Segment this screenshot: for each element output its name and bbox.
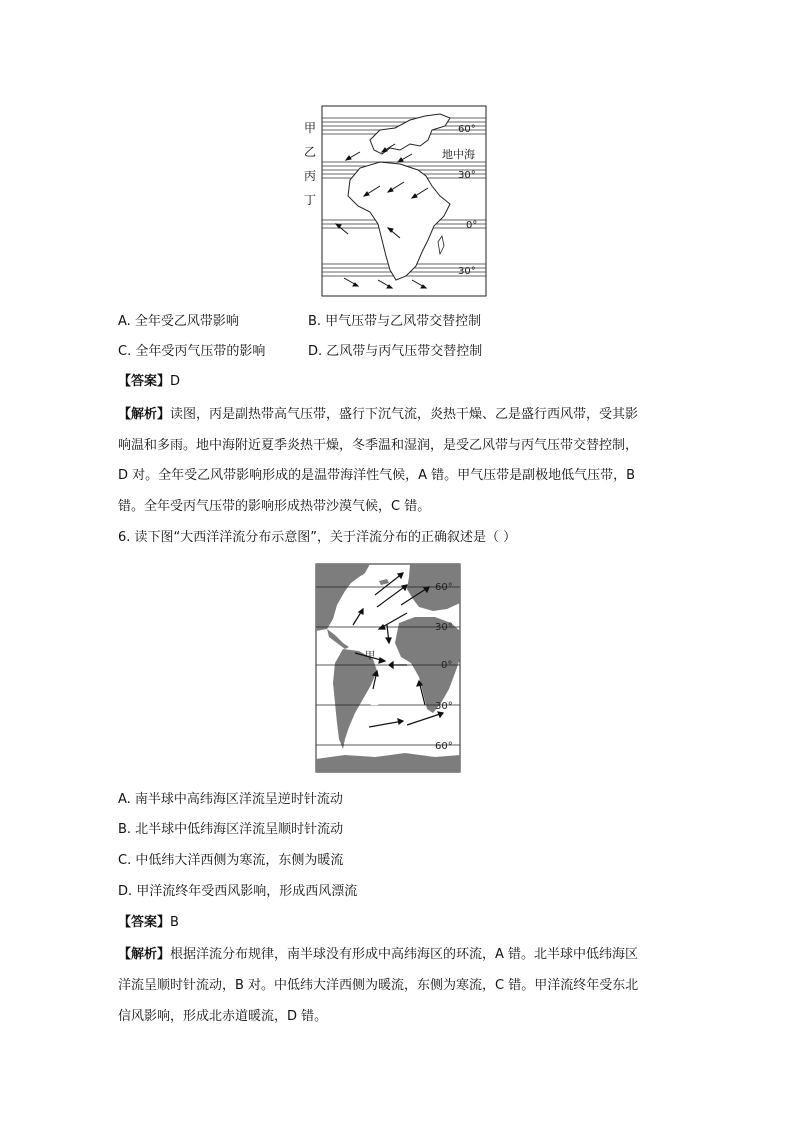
lat-label-30n: 30° [458, 170, 476, 181]
q6-question: 6. 读下图“大西洋洋流分布示意图”，关于洋流分布的正确叙述是（ ） [118, 530, 517, 545]
q5-analysis-label: 【解析】 [118, 407, 171, 422]
lat-label-60n: 60° [435, 582, 453, 593]
africa-wind-belt-map [300, 100, 500, 300]
lat-label-60n: 60° [458, 124, 476, 135]
band-label-bing: 丙 [304, 169, 317, 183]
q5-option-a: A. 全年受乙风带影响 [118, 314, 239, 329]
q5-option-d: D. 乙风带与丙气压带交替控制 [308, 344, 483, 359]
lat-label-0: 0° [441, 660, 453, 671]
q6-option-a: A. 南半球中高纬海区洋流呈逆时针流动 [118, 792, 343, 807]
current-label-yi: 乙 [369, 697, 379, 708]
q6-analysis-label: 【解析】 [118, 947, 171, 962]
q6-option-d: D. 甲洋流终年受西风影响，形成西风漂流 [118, 884, 358, 899]
q6-option-b: B. 北半球中低纬海区洋流呈顺时针流动 [118, 822, 344, 837]
q5-answer-value: D [170, 374, 181, 389]
q6-analysis-line-2: 洋流呈顺时针流动，B 对。中低纬大洋西侧为暖流，东侧为寒流，C 错。甲洋流终年受东北 [118, 978, 639, 993]
lat-label-30s: 30° [458, 266, 476, 277]
q5-analysis-line-3: D 对。全年受乙风带影响形成的是温带海洋性气候，A 错。甲气压带是副极地低气压带，B [118, 468, 636, 483]
band-label-jia: 甲 [304, 121, 317, 135]
q6-answer-value: B [170, 915, 179, 930]
lat-label-30s: 30° [435, 701, 453, 712]
q5-analysis-text-1: 读图，丙是副热带高气压带，盛行下沉气流，炎热干燥、乙是盛行西风带，受其影 [170, 407, 639, 422]
q6-analysis-line-3: 信风影响，形成北赤道暖流，D 错。 [118, 1009, 328, 1024]
lat-label-0: 0° [466, 220, 478, 231]
mediterranean-label: 地中海 [442, 148, 475, 161]
q5-option-c: C. 全年受丙气压带的影响 [118, 344, 266, 359]
q5-option-b: B. 甲气压带与乙风带交替控制 [308, 314, 482, 329]
q6-answer [118, 913, 179, 933]
q6-analysis-line-1 [118, 945, 638, 965]
band-label-yi: 乙 [304, 145, 317, 159]
q6-answer-label: 【答案】 [118, 915, 171, 930]
current-label-jia: 甲 [365, 651, 375, 662]
q6-analysis-text-1: 根据洋流分布规律，南半球没有形成中高纬海区的环流，A 错。北半球中低纬海区 [170, 947, 639, 962]
q5-analysis-line-1 [118, 405, 638, 425]
q5-answer [118, 372, 180, 392]
q6-option-c: C. 中低纬大洋西侧为寒流，东侧为暖流 [118, 853, 344, 868]
band-label-ding: 丁 [304, 193, 317, 207]
q5-answer-label: 【答案】 [118, 374, 171, 389]
q5-analysis-line-4: 错。全年受丙气压带的影响形成热带沙漠气候，C 错。 [118, 499, 431, 514]
lat-label-30n: 30° [435, 622, 453, 633]
q5-analysis-line-2: 响温和多雨。地中海附近夏季炎热干燥，冬季温和湿润，是受乙风带与丙气压带交替控制， [118, 438, 639, 453]
atlantic-currents-map [315, 563, 465, 775]
lat-label-60s: 60° [435, 741, 453, 752]
